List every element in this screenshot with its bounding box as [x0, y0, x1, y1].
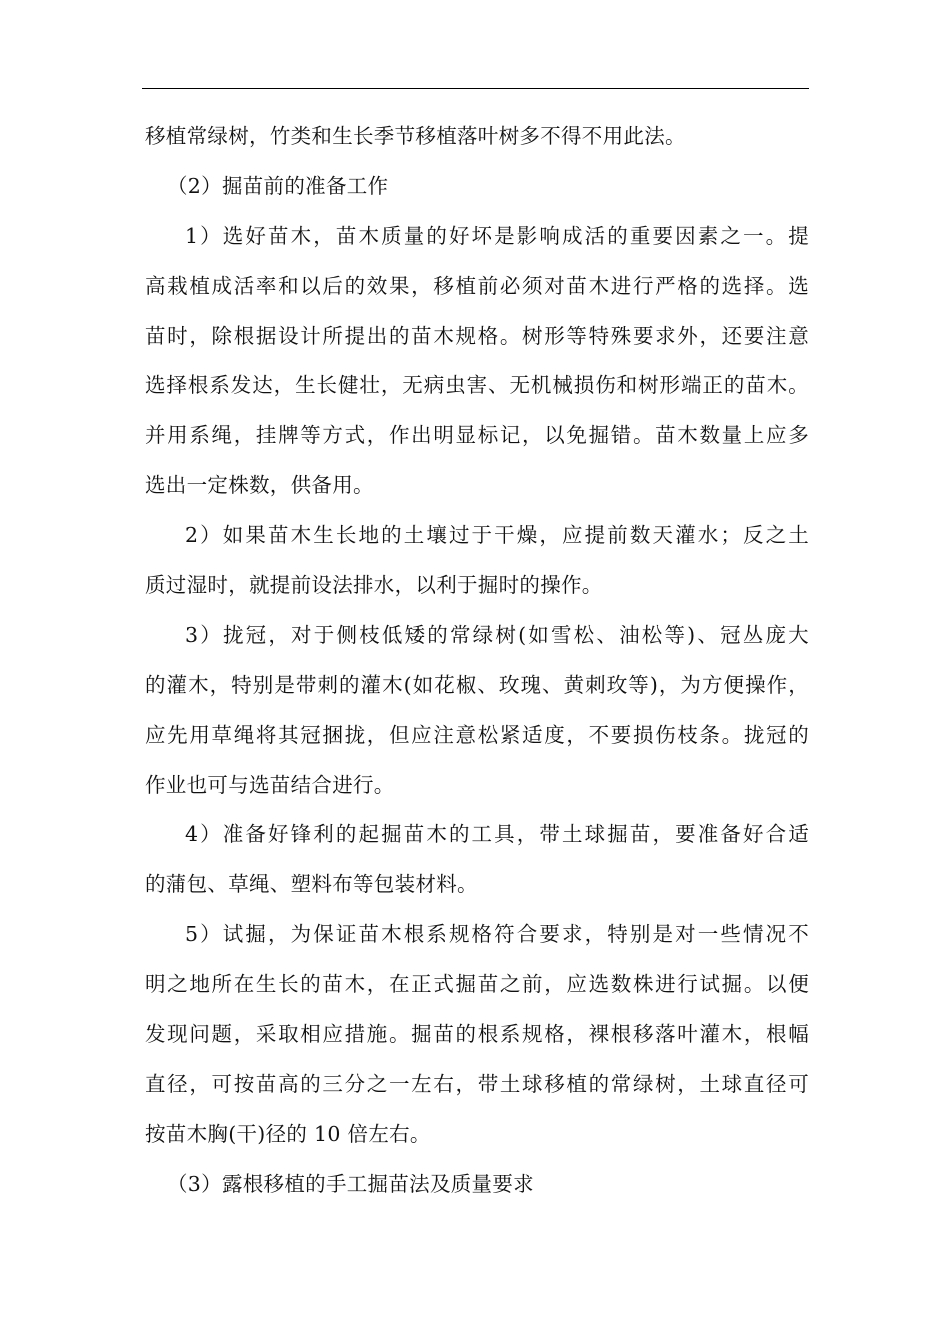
text-line: 2）如果苗木生长地的土壤过于干燥，应提前数天灌水；反之土 — [185, 523, 809, 548]
text-line: 选择根系发达，生长健壮，无病虫害、无机械损伤和树形端正的苗木。 — [145, 373, 809, 398]
text-line: 移植常绿树，竹类和生长季节移植落叶树多不得不用此法。 — [145, 124, 686, 148]
header-rule — [142, 88, 809, 89]
text-line: 4）准备好锋利的起掘苗木的工具，带土球掘苗，要准备好合适 — [185, 822, 809, 847]
text-line: 发现问题，采取相应措施。掘苗的根系规格，裸根移落叶灌木，根幅 — [145, 1022, 809, 1047]
text-line: 并用系绳，挂牌等方式，作出明显标记，以免掘错。苗木数量上应多 — [145, 423, 809, 448]
text-line: 3）拢冠，对于侧枝低矮的常绿树(如雪松、油松等)、冠丛庞大 — [185, 622, 809, 647]
text-line: 5）试掘，为保证苗木根系规格符合要求，特别是对一些情况不 — [185, 922, 809, 947]
text-line: 苗时，除根据设计所提出的苗木规格。树形等特殊要求外，还要注意 — [145, 323, 809, 348]
text-line: 的灌木，特别是带刺的灌木(如花椒、玫瑰、黄刺玫等)，为方便操作， — [145, 672, 809, 697]
body-text — [145, 112, 809, 1210]
text-line: 作业也可与选苗结合进行。 — [145, 772, 395, 797]
text-line: 1）选好苗木，苗木质量的好坏是影响成活的重要因素之一。提 — [185, 223, 809, 248]
text-line: 的蒲包、草绳、塑料布等包装材料。 — [145, 872, 478, 897]
text-line: 明之地所在生长的苗木，在正式掘苗之前，应选数株进行试掘。以便 — [145, 972, 809, 997]
text-line: 应先用草绳将其冠捆拢，但应注意松紧适度，不要损伤枝条。拢冠的 — [145, 722, 809, 747]
text-line: 质过湿时，就提前设法排水，以利于掘时的操作。 — [145, 573, 603, 598]
section-heading: （3）露根移植的手工掘苗法及质量要求 — [167, 1171, 534, 1196]
text-line: 按苗木胸(干)径的 10 倍左右。 — [145, 1121, 431, 1146]
text-line: 选出一定株数，供备用。 — [145, 473, 374, 498]
text-line: 直径，可按苗高的三分之一左右，带土球移植的常绿树，土球直径可 — [145, 1071, 809, 1096]
text-line: 高栽植成活率和以后的效果，移植前必须对苗木进行严格的选择。选 — [145, 273, 809, 298]
section-heading: （2）掘苗前的准备工作 — [167, 173, 389, 198]
